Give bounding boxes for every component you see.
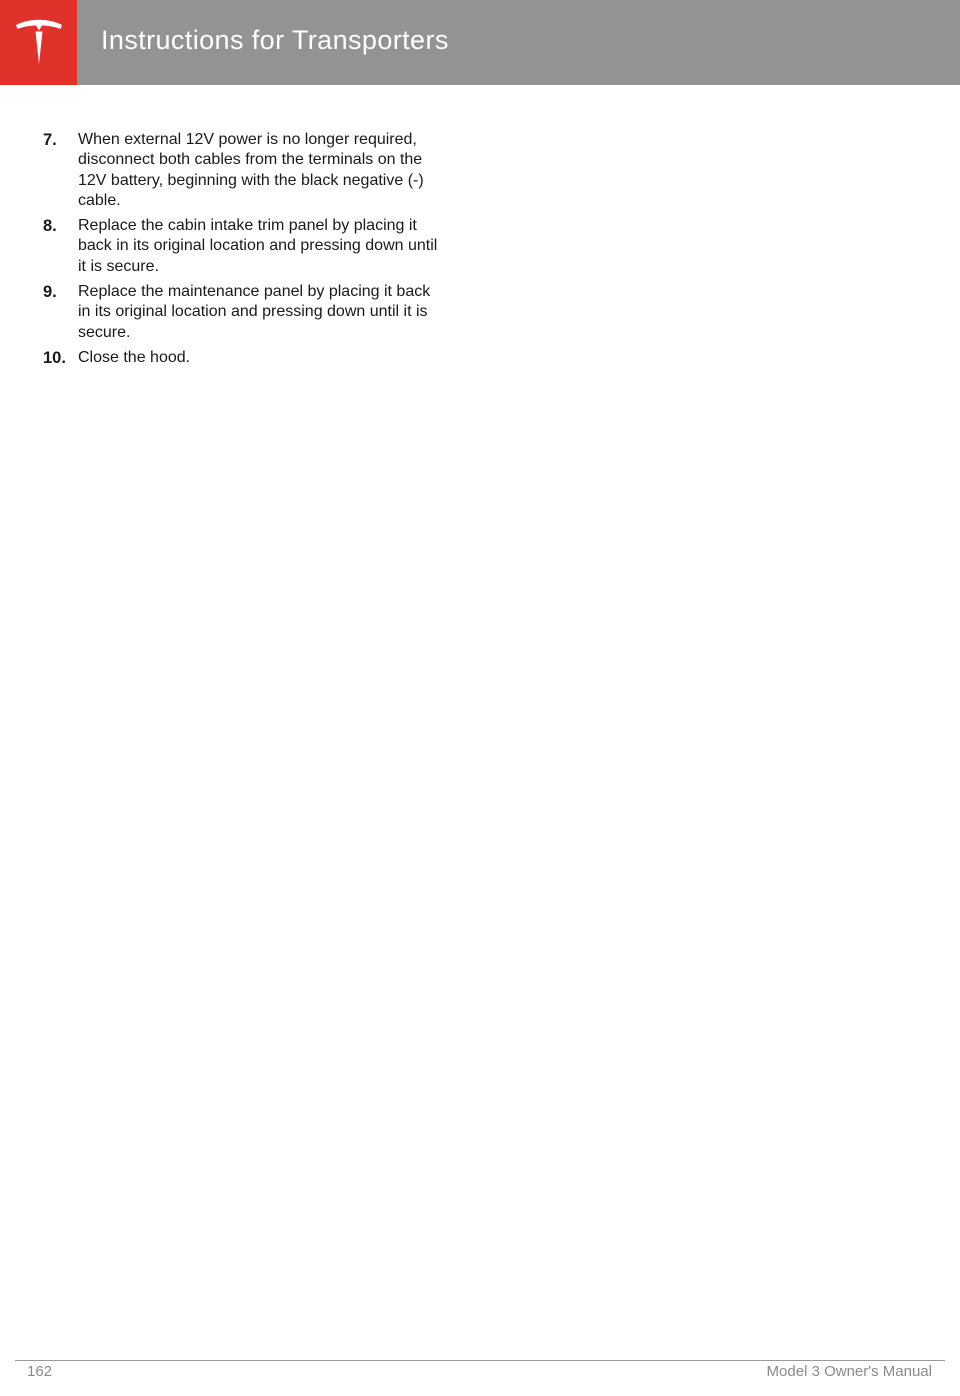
page-title: Instructions for Transporters bbox=[101, 25, 449, 55]
step-number: 10. bbox=[43, 348, 66, 367]
step-item bbox=[0, 130, 480, 211]
step-text: Replace the maintenance panel by placing it back in its original location and pressing down until it is secure. bbox=[78, 283, 431, 341]
page-number: 162 bbox=[27, 1363, 53, 1380]
step-number: 9. bbox=[43, 283, 57, 302]
manual-title: Model 3 Owner's Manual bbox=[766, 1363, 932, 1380]
step-item bbox=[0, 216, 480, 277]
step-number: 7. bbox=[43, 131, 57, 149]
tesla-logo-icon bbox=[13, 16, 65, 68]
step-text: Replace the cabin intake trim panel by placing it back in its original location and pressing down until it is secure. bbox=[78, 217, 438, 275]
step-text: When external 12V power is no longer required, disconnect both cables from the terminals on the 12V battery, beginning with the black negative (-) cable. bbox=[78, 131, 424, 209]
logo-block bbox=[0, 0, 77, 85]
step-number: 8. bbox=[43, 217, 57, 236]
footer-divider bbox=[15, 1360, 945, 1361]
instruction-steps bbox=[0, 130, 480, 373]
step-item bbox=[0, 348, 480, 368]
step-text: Close the hood. bbox=[78, 348, 191, 366]
step-item bbox=[0, 282, 480, 343]
page-header bbox=[0, 0, 960, 85]
